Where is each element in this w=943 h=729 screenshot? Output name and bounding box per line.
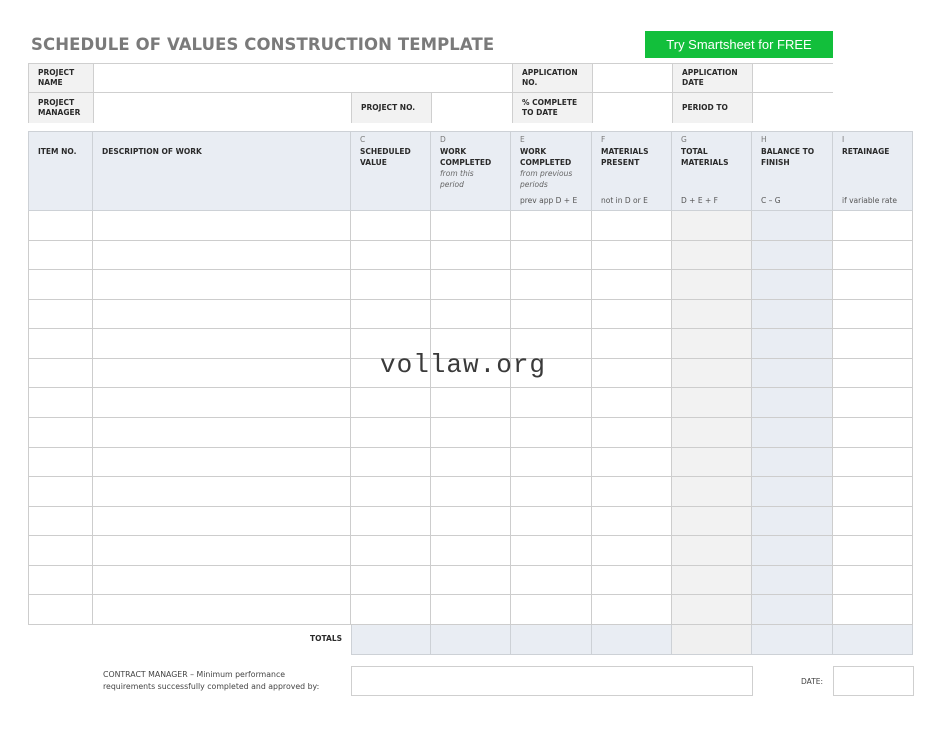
description-cell[interactable] — [93, 388, 351, 418]
work-this-period-cell[interactable] — [431, 477, 511, 507]
balance-to-finish-cell[interactable] — [752, 211, 833, 241]
total-total-materials — [672, 625, 752, 655]
materials-present-cell[interactable] — [592, 566, 672, 595]
col-header-scheduled-value: C SCHEDULED VALUE — [351, 131, 431, 211]
work-this-period-cell[interactable] — [431, 418, 511, 448]
description-cell[interactable] — [93, 507, 351, 536]
description-cell[interactable] — [93, 270, 351, 300]
project-manager-field[interactable] — [94, 93, 352, 123]
application-no-field[interactable] — [593, 64, 673, 93]
description-cell[interactable] — [93, 300, 351, 329]
retainage-cell[interactable] — [833, 270, 913, 300]
total-balance-to-finish — [752, 625, 833, 655]
retainage-cell[interactable] — [833, 507, 913, 536]
item-no-cell[interactable] — [28, 300, 93, 329]
balance-to-finish-cell[interactable] — [752, 241, 833, 270]
scheduled-value-cell[interactable] — [351, 418, 431, 448]
scheduled-value-cell[interactable] — [351, 595, 431, 625]
total-materials-present — [592, 625, 672, 655]
balance-to-finish-cell[interactable] — [752, 566, 833, 595]
item-no-cell[interactable] — [28, 388, 93, 418]
balance-to-finish-cell[interactable] — [752, 329, 833, 359]
period-to-label: PERIOD TO — [673, 93, 753, 123]
description-cell[interactable] — [93, 241, 351, 270]
balance-to-finish-cell[interactable] — [752, 388, 833, 418]
percent-complete-label: % COMPLETE TO DATE — [513, 93, 593, 123]
col-header-balance-to-finish: H BALANCE TO FINISH C – G — [752, 131, 833, 211]
application-date-field[interactable] — [753, 64, 833, 93]
project-name-field[interactable] — [94, 64, 513, 93]
item-no-cell[interactable] — [28, 329, 93, 359]
item-no-cell[interactable] — [28, 477, 93, 507]
description-cell[interactable] — [93, 418, 351, 448]
balance-to-finish-cell[interactable] — [752, 300, 833, 329]
materials-present-cell[interactable] — [592, 359, 672, 388]
col-header-retainage: I RETAINAGE if variable rate — [833, 131, 913, 211]
total-materials-cell[interactable] — [672, 536, 752, 566]
col-header-work-completed-previous: E WORK COMPLETED from previous periods prev app D + E — [511, 131, 592, 211]
total-work-this-period — [431, 625, 511, 655]
work-previous-cell[interactable] — [511, 270, 592, 300]
work-previous-cell[interactable] — [511, 566, 592, 595]
item-no-cell[interactable] — [28, 595, 93, 625]
approval-signature-field[interactable] — [351, 666, 753, 696]
period-to-field[interactable] — [753, 93, 833, 123]
scheduled-value-cell[interactable] — [351, 566, 431, 595]
total-materials-cell[interactable] — [672, 300, 752, 329]
materials-present-cell[interactable] — [592, 241, 672, 270]
project-name-label: PROJECT NAME — [29, 64, 94, 93]
percent-complete-field[interactable] — [593, 93, 673, 123]
work-previous-cell[interactable] — [511, 448, 592, 477]
scheduled-value-cell[interactable] — [351, 507, 431, 536]
item-no-cell[interactable] — [28, 448, 93, 477]
total-materials-cell[interactable] — [672, 211, 752, 241]
try-smartsheet-button[interactable]: Try Smartsheet for FREE — [645, 31, 833, 58]
work-this-period-cell[interactable] — [431, 241, 511, 270]
materials-present-cell[interactable] — [592, 448, 672, 477]
balance-to-finish-cell[interactable] — [752, 270, 833, 300]
description-cell[interactable] — [93, 359, 351, 388]
work-previous-cell[interactable] — [511, 388, 592, 418]
retainage-cell[interactable] — [833, 418, 913, 448]
col-header-item-no: ITEM NO. — [28, 131, 93, 211]
materials-present-cell[interactable] — [592, 595, 672, 625]
scheduled-value-cell[interactable] — [351, 270, 431, 300]
retainage-cell[interactable] — [833, 241, 913, 270]
balance-to-finish-cell[interactable] — [752, 448, 833, 477]
application-date-label: APPLICATION DATE — [673, 64, 753, 93]
materials-present-cell[interactable] — [592, 507, 672, 536]
description-cell[interactable] — [93, 477, 351, 507]
materials-present-cell[interactable] — [592, 300, 672, 329]
work-previous-cell[interactable] — [511, 241, 592, 270]
balance-to-finish-cell[interactable] — [752, 507, 833, 536]
project-no-label: PROJECT NO. — [352, 93, 432, 123]
description-cell[interactable] — [93, 595, 351, 625]
materials-present-cell[interactable] — [592, 536, 672, 566]
project-manager-label: PROJECT MANAGER — [29, 93, 94, 123]
scheduled-value-cell[interactable] — [351, 477, 431, 507]
col-header-materials-present: F MATERIALS PRESENT not in D or E — [592, 131, 672, 211]
balance-to-finish-cell[interactable] — [752, 477, 833, 507]
total-materials-cell[interactable] — [672, 507, 752, 536]
item-no-cell[interactable] — [28, 241, 93, 270]
page-title: SCHEDULE OF VALUES CONSTRUCTION TEMPLATE — [31, 35, 495, 54]
work-previous-cell[interactable] — [511, 418, 592, 448]
total-materials-cell[interactable] — [672, 359, 752, 388]
description-cell[interactable] — [93, 448, 351, 477]
col-header-description: DESCRIPTION OF WORK — [93, 131, 351, 211]
work-this-period-cell[interactable] — [431, 270, 511, 300]
item-no-cell[interactable] — [28, 211, 93, 241]
materials-present-cell[interactable] — [592, 477, 672, 507]
total-materials-cell[interactable] — [672, 329, 752, 359]
total-materials-cell[interactable] — [672, 388, 752, 418]
balance-to-finish-cell[interactable] — [752, 418, 833, 448]
scheduled-value-cell[interactable] — [351, 211, 431, 241]
approval-date-field[interactable] — [833, 666, 914, 696]
retainage-cell[interactable] — [833, 388, 913, 418]
work-this-period-cell[interactable] — [431, 595, 511, 625]
retainage-cell[interactable] — [833, 477, 913, 507]
retainage-cell[interactable] — [833, 329, 913, 359]
total-retainage — [833, 625, 913, 655]
work-previous-cell[interactable] — [511, 477, 592, 507]
retainage-cell[interactable] — [833, 566, 913, 595]
retainage-cell[interactable] — [833, 536, 913, 566]
balance-to-finish-cell[interactable] — [752, 359, 833, 388]
project-info-grid — [28, 63, 833, 123]
total-materials-cell[interactable] — [672, 241, 752, 270]
work-previous-cell[interactable] — [511, 507, 592, 536]
work-previous-cell[interactable] — [511, 595, 592, 625]
total-materials-cell[interactable] — [672, 418, 752, 448]
work-this-period-cell[interactable] — [431, 536, 511, 566]
work-previous-cell[interactable] — [511, 211, 592, 241]
materials-present-cell[interactable] — [592, 211, 672, 241]
balance-to-finish-cell[interactable] — [752, 536, 833, 566]
description-cell[interactable] — [93, 329, 351, 359]
retainage-cell[interactable] — [833, 448, 913, 477]
item-no-cell[interactable] — [28, 507, 93, 536]
col-header-total-materials: G TOTAL MATERIALS D + E + F — [672, 131, 752, 211]
materials-present-cell[interactable] — [592, 329, 672, 359]
retainage-cell[interactable] — [833, 211, 913, 241]
total-materials-cell[interactable] — [672, 270, 752, 300]
description-cell[interactable] — [93, 536, 351, 566]
retainage-cell[interactable] — [833, 300, 913, 329]
scheduled-value-cell[interactable] — [351, 300, 431, 329]
item-no-cell[interactable] — [28, 536, 93, 566]
item-no-cell[interactable] — [28, 418, 93, 448]
scheduled-value-cell[interactable] — [351, 388, 431, 418]
description-cell[interactable] — [93, 566, 351, 595]
retainage-cell[interactable] — [833, 359, 913, 388]
materials-present-cell[interactable] — [592, 270, 672, 300]
date-label: DATE: — [801, 677, 824, 686]
work-this-period-cell[interactable] — [431, 448, 511, 477]
materials-present-cell[interactable] — [592, 388, 672, 418]
description-cell[interactable] — [93, 211, 351, 241]
work-this-period-cell[interactable] — [431, 211, 511, 241]
total-materials-cell[interactable] — [672, 566, 752, 595]
work-previous-cell[interactable] — [511, 300, 592, 329]
project-no-field[interactable] — [432, 93, 513, 123]
item-no-cell[interactable] — [28, 270, 93, 300]
item-no-cell[interactable] — [28, 566, 93, 595]
scheduled-value-cell[interactable] — [351, 448, 431, 477]
scheduled-value-cell[interactable] — [351, 241, 431, 270]
totals-label: TOTALS — [309, 634, 342, 643]
work-this-period-cell[interactable] — [431, 300, 511, 329]
watermark-text: vollaw.org — [380, 350, 547, 380]
work-this-period-cell[interactable] — [431, 388, 511, 418]
total-materials-cell[interactable] — [672, 477, 752, 507]
item-no-cell[interactable] — [28, 359, 93, 388]
work-previous-cell[interactable] — [511, 536, 592, 566]
total-materials-cell[interactable] — [672, 448, 752, 477]
work-this-period-cell[interactable] — [431, 507, 511, 536]
total-scheduled-value — [351, 625, 431, 655]
scheduled-value-cell[interactable] — [351, 536, 431, 566]
total-materials-cell[interactable] — [672, 595, 752, 625]
total-work-previous — [511, 625, 592, 655]
materials-present-cell[interactable] — [592, 418, 672, 448]
application-no-label: APPLICATION NO. — [513, 64, 593, 93]
work-this-period-cell[interactable] — [431, 566, 511, 595]
balance-to-finish-cell[interactable] — [752, 595, 833, 625]
retainage-cell[interactable] — [833, 595, 913, 625]
col-header-work-completed-this-period: D WORK COMPLETED from this period — [431, 131, 511, 211]
contract-manager-statement: CONTRACT MANAGER – Minimum performance requirements successfully completed and approved by: — [103, 670, 320, 691]
